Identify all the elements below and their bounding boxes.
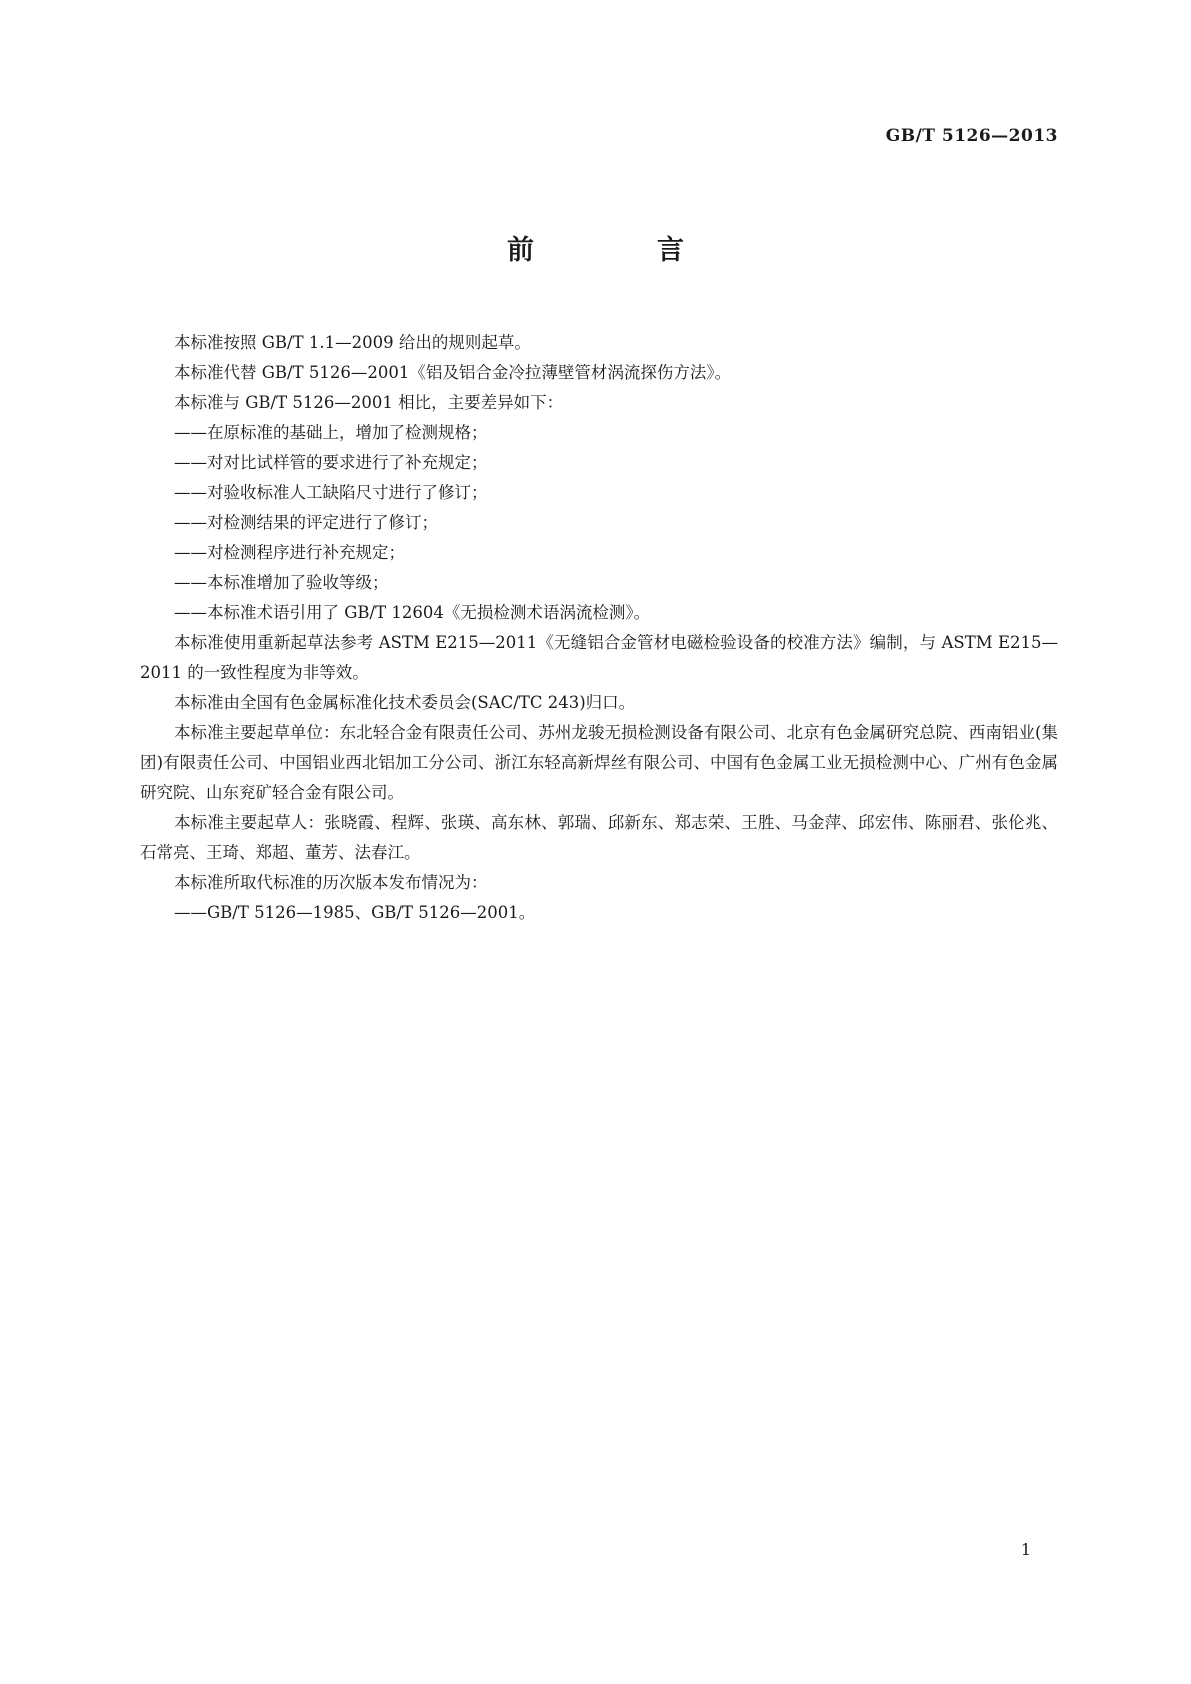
page-number: 1 — [1020, 1540, 1031, 1559]
page-title: 前 言 — [507, 235, 732, 266]
list-item: ——对检测结果的评定进行了修订； — [174, 513, 438, 532]
list-item: ——本标准增加了验收等级； — [174, 573, 389, 592]
list-item: ——对对比试样管的要求进行了补充规定； — [174, 453, 488, 472]
list-item: ——本标准术语引用了 GB/T 12604《无损检测术语涡流检测》。 — [174, 603, 651, 622]
foreword-body — [140, 328, 1058, 928]
paragraph: 本标准主要起草人：张晓霞、程辉、张瑛、高东林、郭瑞、邱新东、郑志荣、王胜、马金萍、邱宏伟、陈丽君、张伦兆、石常亮、王琦、郑超、董芳、法春江。 — [140, 813, 1058, 862]
list-item: ——对验收标准人工缺陷尺寸进行了修订； — [174, 483, 488, 502]
paragraph: 本标准由全国有色金属标准化技术委员会(SAC/TC 243)归口。 — [174, 693, 636, 712]
paragraph: 本标准按照 GB/T 1.1—2009 给出的规则起草。 — [174, 333, 531, 352]
paragraph: 本标准与 GB/T 5126—2001 相比，主要差异如下： — [174, 393, 564, 412]
document-code: GB/T 5126—2013 — [885, 126, 1058, 146]
list-item: ——在原标准的基础上，增加了检测规格； — [174, 423, 488, 442]
paragraph: 本标准代替 GB/T 5126—2001《铝及铝合金冷拉薄壁管材涡流探伤方法》。 — [174, 363, 732, 382]
paragraph: 本标准主要起草单位：东北轻合金有限责任公司、苏州龙骏无损检测设备有限公司、北京有色金属研究总院、西南铝业(集团)有限责任公司、中国铝业西北铝加工分公司、浙江东轻高新焊丝有限公司、中国有色金属工业无损检测中心、广州有色金属研究院、山东兖矿轻合金有限公司。 — [140, 723, 1058, 802]
list-item: ——GB/T 5126—1985、GB/T 5126—2001。 — [174, 903, 536, 922]
paragraph: 本标准使用重新起草法参考 ASTM E215—2011《无缝铝合金管材电磁检验设备的校准方法》编制，与 ASTM E215—2011 的一致性程度为非等效。 — [140, 633, 1058, 682]
paragraph: 本标准所取代标准的历次版本发布情况为： — [174, 873, 488, 892]
list-item: ——对检测程序进行补充规定； — [174, 543, 405, 562]
